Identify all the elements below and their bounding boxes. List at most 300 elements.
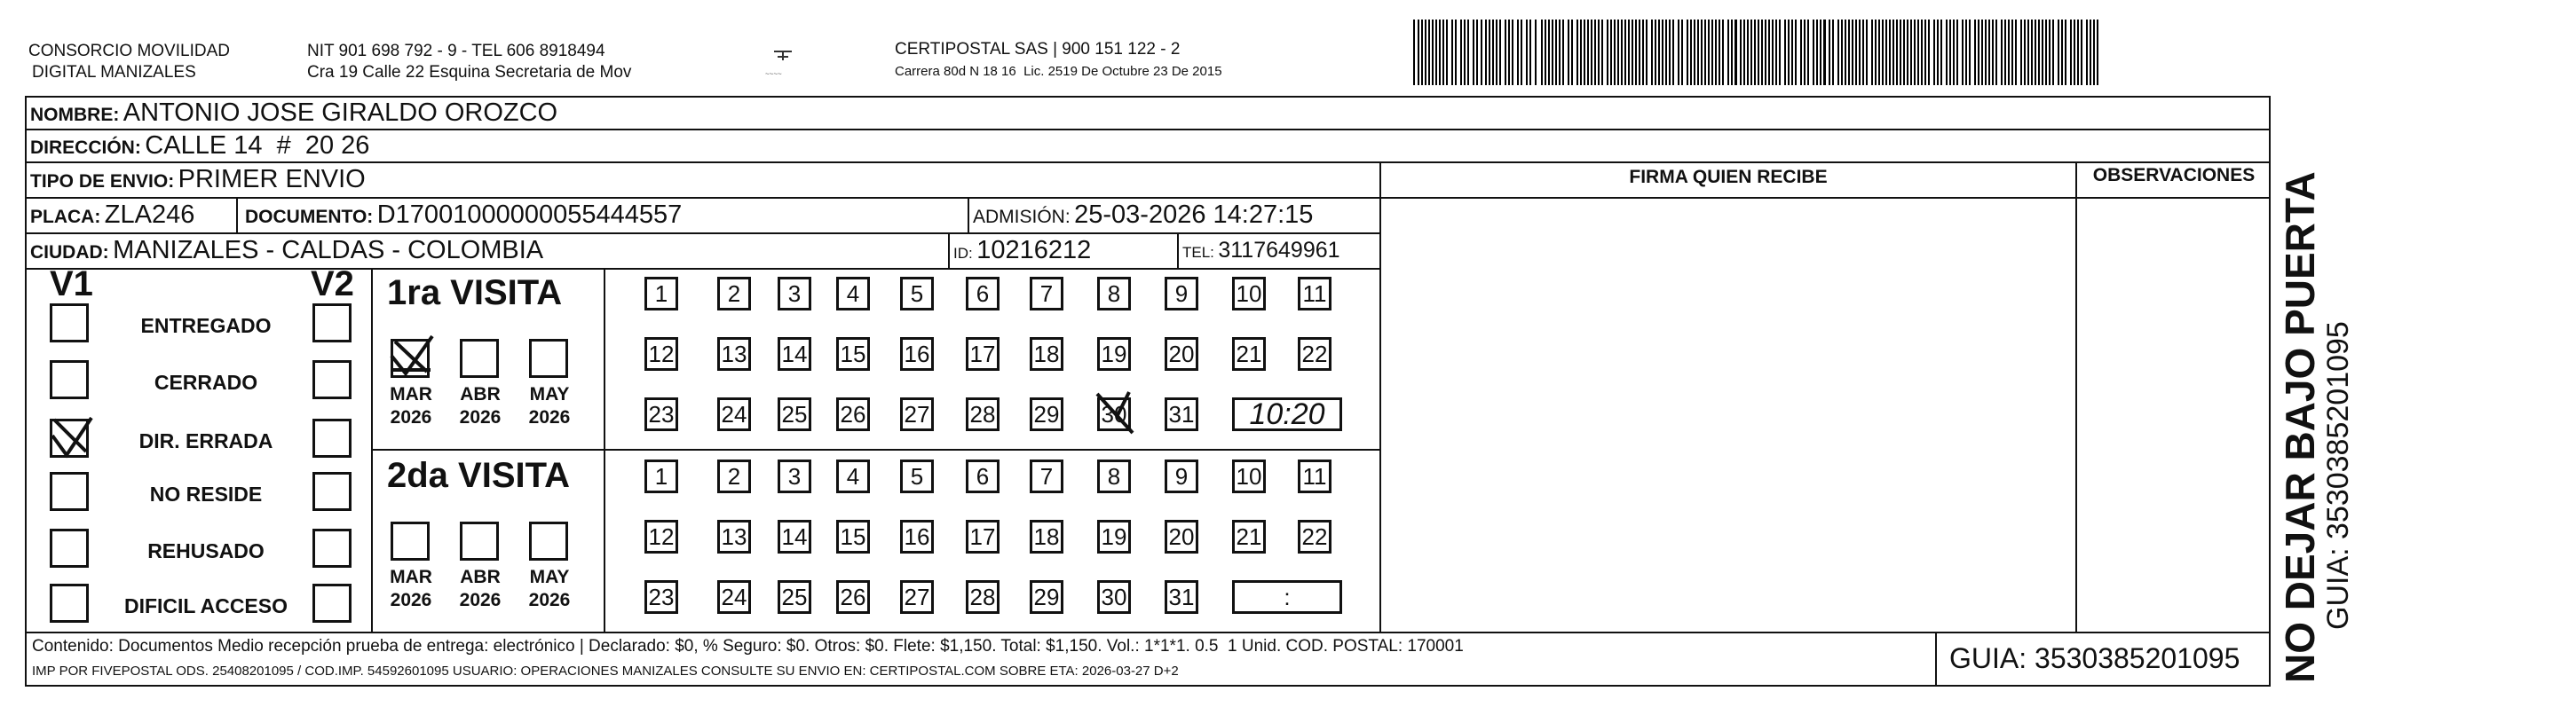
barcode-bar [1747, 20, 1749, 85]
day-box[interactable]: 29 [1030, 580, 1063, 614]
barcode-bar [1446, 20, 1448, 85]
barcode-bar [1499, 20, 1501, 85]
day-box[interactable]: 1 [644, 277, 678, 310]
day-box[interactable]: 11 [1298, 277, 1331, 310]
barcode-bar [1784, 20, 1786, 85]
barcode-icon [1411, 20, 2104, 85]
barcode-bar [1788, 20, 1790, 85]
name-value: ANTONIO JOSE GIRALDO OROZCO [122, 98, 558, 127]
day-box[interactable]: 20 [1165, 520, 1198, 554]
v1-checkbox[interactable] [50, 584, 89, 623]
status-option-label: DIFICIL ACCESO [123, 594, 288, 617]
month-label [454, 566, 506, 612]
day-box[interactable]: 17 [966, 337, 1000, 371]
day-box[interactable]: 19 [1097, 337, 1131, 371]
address-line: Cra 19 Calle 22 Esquina Secretaria de Mov [307, 63, 632, 82]
barcode-bar [1655, 20, 1656, 85]
barcode-bar [2001, 20, 2003, 85]
barcode-bar [1432, 20, 1434, 85]
barcode-bar [1492, 20, 1494, 85]
observations-header: OBSERVACIONES [2092, 165, 2256, 185]
name-label: NOMBRE: [30, 105, 120, 125]
barcode-bar [2093, 20, 2095, 85]
day-box[interactable]: 5 [900, 460, 934, 493]
barcode-bar [2004, 20, 2006, 85]
status-option-label: ENTREGADO [140, 314, 272, 337]
barcode-bar [1761, 20, 1763, 85]
barcode-bar [1875, 20, 1877, 85]
barcode-bar [1562, 20, 1564, 85]
barcode-bar [1584, 20, 1585, 85]
barcode-bar [1678, 20, 1679, 85]
barcode-bar [1800, 20, 1802, 85]
barcode-bar [1428, 20, 1430, 85]
barcode-bar [1639, 20, 1640, 85]
barcode-bar [1442, 20, 1444, 85]
barcode-bar [1521, 20, 1522, 85]
barcode-bar [1485, 20, 1487, 85]
day-box[interactable]: 25 [778, 397, 811, 431]
barcode-bar [1704, 20, 1706, 85]
barcode-bar [2061, 20, 2063, 85]
barcode-bar [1969, 20, 1971, 85]
barcode-bar [1535, 20, 1537, 85]
barcode-bar [1517, 20, 1519, 85]
barcode-bar [1681, 20, 1683, 85]
city-label: CIUDAD: [30, 242, 109, 263]
month-year: 2026 [528, 407, 571, 428]
barcode-bar [2027, 20, 2029, 85]
month-label [524, 383, 575, 429]
month-year: 2026 [390, 590, 432, 610]
barcode-bar [1614, 20, 1616, 85]
day-box[interactable]: 31 [1165, 580, 1198, 614]
visit-title: 1ra VISITA [387, 273, 563, 312]
barcode-bar [1772, 20, 1774, 85]
barcode-bar [1775, 20, 1777, 85]
barcode-bar [2052, 20, 2054, 85]
barcode-bar [1715, 20, 1717, 85]
ship-type-field [30, 165, 366, 194]
tel-value: 3117649961 [1218, 238, 1340, 263]
barcode-bar [1621, 20, 1623, 85]
month-checkbox[interactable] [391, 339, 430, 378]
barcode-bar [1617, 20, 1619, 85]
day-box[interactable]: 4 [836, 460, 870, 493]
barcode-bar [2074, 20, 2075, 85]
nit-line: NIT 901 698 792 - 9 - TEL 606 8918494 [307, 42, 605, 60]
barcode-bar [1418, 20, 1419, 85]
barcode-bar [1708, 20, 1710, 85]
document-label: DOCUMENTO: [245, 207, 374, 227]
v1-checkbox[interactable] [50, 529, 89, 568]
barcode-bar [2042, 20, 2043, 85]
day-box[interactable]: 16 [900, 337, 934, 371]
day-box[interactable]: 24 [717, 580, 751, 614]
barcode-bar [1694, 20, 1695, 85]
v2-header: V2 [311, 264, 354, 303]
v2-checkbox[interactable] [312, 360, 352, 399]
status-option-label: CERRADO [154, 371, 258, 394]
day-box[interactable]: 8 [1097, 277, 1131, 310]
barcode-bar [2045, 20, 2047, 85]
barcode-bar [1413, 20, 1415, 85]
month-checkbox[interactable] [460, 522, 499, 561]
city-value: MANIZALES - CALDAS - COLOMBIA [113, 236, 544, 264]
barcode-bar [1624, 20, 1626, 85]
day-box[interactable]: 14 [778, 520, 811, 554]
barcode-bar [1473, 20, 1474, 85]
barcode-bar [1734, 20, 1737, 85]
barcode-bar [1541, 20, 1543, 85]
barcode-bar [1722, 20, 1724, 85]
barcode-bar [1464, 20, 1466, 85]
day-box[interactable]: 12 [644, 337, 678, 371]
day-box[interactable]: 12 [644, 520, 678, 554]
barcode-bar [1697, 20, 1699, 85]
company-name-line2: DIGITAL MANIZALES [32, 63, 196, 82]
document-field [245, 200, 682, 230]
barcode-bar [1455, 20, 1457, 85]
time-box[interactable]: 10:20 [1232, 397, 1342, 431]
barcode-bar [1526, 20, 1528, 85]
barcode-bar [1871, 20, 1873, 85]
barcode-bar [2015, 20, 2017, 85]
barcode-bar [1476, 20, 1478, 85]
day-box[interactable]: 25 [778, 580, 811, 614]
address-label: DIRECCIÓN: [30, 138, 141, 158]
day-box[interactable]: 21 [1232, 520, 1266, 554]
barcode-bar [1743, 20, 1745, 85]
barcode-bar [1571, 20, 1573, 85]
month-name: MAR [390, 567, 432, 587]
v2-checkbox[interactable] [312, 419, 352, 458]
day-box[interactable]: 18 [1030, 520, 1063, 554]
barcode-bar [1807, 20, 1809, 85]
day-box[interactable]: 27 [900, 397, 934, 431]
month-label [385, 566, 437, 612]
barcode-bar [2090, 20, 2091, 85]
barcode-bar [1852, 20, 1853, 85]
v2-checkbox[interactable] [312, 303, 352, 342]
barcode-bar [1505, 20, 1506, 85]
barcode-bar [2081, 20, 2082, 85]
month-checkbox[interactable] [391, 522, 430, 561]
v1-checkbox[interactable] [50, 360, 89, 399]
barcode-bar [1601, 20, 1603, 85]
barcode-bar [1981, 20, 1983, 85]
day-box[interactable]: 27 [900, 580, 934, 614]
barcode-bar [2038, 20, 2040, 85]
barcode-bar [2077, 20, 2079, 85]
day-box[interactable]: 6 [966, 277, 1000, 310]
barcode-bar [1460, 20, 1462, 85]
side-text [2278, 115, 2354, 683]
tel-label: TEL: [1182, 244, 1214, 261]
barcode-bar [1552, 20, 1553, 85]
barcode-bar [1953, 20, 1955, 85]
barcode-bar [2097, 20, 2098, 85]
signature-header: FIRMA QUIEN RECIBE [1629, 167, 1828, 187]
barcode-bar [1848, 20, 1850, 85]
id-field [953, 236, 1091, 265]
barcode-bar [1701, 20, 1703, 85]
barcode-bar [1711, 20, 1713, 85]
admission-field [973, 200, 1313, 230]
barcode-bar [1669, 20, 1671, 85]
plate-label: PLACA: [30, 207, 101, 227]
barcode-bar [1907, 20, 1908, 85]
month-year: 2026 [390, 407, 432, 428]
barcode-bar [1635, 20, 1637, 85]
barcode-bar [1425, 20, 1426, 85]
barcode-bar [1568, 20, 1569, 85]
day-box[interactable]: 1 [644, 460, 678, 493]
month-year: 2026 [459, 407, 502, 428]
barcode-bar [1924, 20, 1926, 85]
barcode-bar [1820, 20, 1821, 85]
barcode-bar [1496, 20, 1497, 85]
barcode-bar [1841, 20, 1843, 85]
barcode-bar [1974, 20, 1976, 85]
address-field [30, 131, 369, 161]
day-box[interactable]: 2 [717, 277, 751, 310]
barcode-bar [1508, 20, 1510, 85]
barcode-bar [1832, 20, 1834, 85]
day-box[interactable]: 4 [836, 277, 870, 310]
day-box[interactable]: 22 [1298, 337, 1331, 371]
day-box[interactable]: 13 [717, 337, 751, 371]
barcode-bar [1903, 20, 1905, 85]
day-box[interactable]: 2 [717, 460, 751, 493]
plate-field [30, 200, 194, 230]
barcode-bar [1889, 20, 1891, 85]
barcode-bar [1910, 20, 1912, 85]
plate-value: ZLA246 [104, 200, 195, 229]
id-label: ID: [953, 245, 973, 262]
barcode-bar [1921, 20, 1923, 85]
barcode-bar [1421, 20, 1423, 85]
admission-value: 25-03-2026 14:27:15 [1074, 200, 1314, 229]
month-checkbox[interactable] [529, 339, 568, 378]
day-box[interactable]: 26 [836, 397, 870, 431]
day-box[interactable]: 20 [1165, 337, 1198, 371]
day-box[interactable]: 28 [966, 580, 1000, 614]
barcode-bar [1481, 20, 1482, 85]
document-value: D17001000000055444557 [376, 200, 683, 229]
day-box[interactable]: 16 [900, 520, 934, 554]
barcode-bar [2070, 20, 2072, 85]
barcode-bar [1882, 20, 1884, 85]
day-box[interactable]: 31 [1165, 397, 1198, 431]
month-name: MAY [529, 384, 570, 405]
v1-checkbox[interactable] [50, 303, 89, 342]
barcode-bar [1896, 20, 1898, 85]
day-box[interactable]: 23 [644, 397, 678, 431]
day-box[interactable]: 26 [836, 580, 870, 614]
svg-text:~~~~: ~~~~ [765, 70, 782, 78]
barcode-bar [1956, 20, 1958, 85]
barcode-bar [1651, 20, 1653, 85]
barcode-bar [2086, 20, 2088, 85]
city-field [30, 236, 543, 265]
barcode-bar [1933, 20, 1935, 85]
barcode-bar [1937, 20, 1939, 85]
day-box[interactable]: 22 [1298, 520, 1331, 554]
barcode-bar [2049, 20, 2051, 85]
barcode-bar [1892, 20, 1894, 85]
barcode-bar [1594, 20, 1596, 85]
barcode-bar [1591, 20, 1592, 85]
side-guia: GUIA: 3530385201095 [2321, 321, 2355, 630]
barcode-bar [1727, 20, 1729, 85]
barcode-bar [1995, 20, 1997, 85]
day-mark-icon [1090, 389, 1140, 438]
barcode-bar [1962, 20, 1964, 85]
barcode-bar [1665, 20, 1667, 85]
barcode-bar [1862, 20, 1864, 85]
day-box[interactable]: 8 [1097, 460, 1131, 493]
barcode-bar [1779, 20, 1781, 85]
barcode-bar [2031, 20, 2033, 85]
barcode-bar [1451, 20, 1453, 85]
day-box[interactable]: 18 [1030, 337, 1063, 371]
visit-title: 2da VISITA [387, 456, 570, 495]
day-box[interactable]: 5 [900, 277, 934, 310]
status-option-label: DIR. ERRADA [138, 429, 273, 452]
barcode-bar [1914, 20, 1916, 85]
barcode-bar [1885, 20, 1887, 85]
barcode-bar [1816, 20, 1818, 85]
barcode-bar [1467, 20, 1469, 85]
barcode-bar [1928, 20, 1930, 85]
barcode-bar [1940, 20, 1942, 85]
barcode-bar [1439, 20, 1441, 85]
barcode-bar [1795, 20, 1797, 85]
barcode-bar [1632, 20, 1633, 85]
day-box[interactable]: 9 [1165, 460, 1198, 493]
certipostal-logo-icon [765, 44, 801, 80]
barcode-bar [1731, 20, 1733, 85]
day-box[interactable]: 30 [1097, 580, 1131, 614]
v2-checkbox[interactable] [312, 529, 352, 568]
barcode-bar [1435, 20, 1437, 85]
month-name: MAR [390, 384, 432, 405]
day-box[interactable]: 24 [717, 397, 751, 431]
barcode-bar [1859, 20, 1861, 85]
barcode-bar [2058, 20, 2059, 85]
barcode-bar [1754, 20, 1756, 85]
barcode-bar [1642, 20, 1644, 85]
day-box[interactable]: 13 [717, 520, 751, 554]
ship-type-value: PRIMER ENVIO [178, 165, 366, 193]
day-box[interactable]: 15 [836, 337, 870, 371]
day-box[interactable]: 28 [966, 397, 1000, 431]
barcode-bar [1672, 20, 1674, 85]
day-box[interactable]: 23 [644, 580, 678, 614]
barcode-bar [2065, 20, 2066, 85]
day-box[interactable]: 10 [1232, 460, 1266, 493]
barcode-bar [1791, 20, 1793, 85]
barcode-bar [1628, 20, 1630, 85]
time-box[interactable]: : [1232, 580, 1342, 614]
v2-checkbox[interactable] [312, 584, 352, 623]
month-year: 2026 [528, 590, 571, 610]
barcode-bar [1758, 20, 1759, 85]
day-box[interactable]: 3 [778, 277, 811, 310]
barcode-bar [1610, 20, 1612, 85]
day-box[interactable]: 15 [836, 520, 870, 554]
barcode-bar [1900, 20, 1901, 85]
month-checkbox[interactable] [460, 339, 499, 378]
barcode-bar [1598, 20, 1600, 85]
barcode-bar [1765, 20, 1766, 85]
barcode-bar [1607, 20, 1608, 85]
day-box[interactable]: 21 [1232, 337, 1266, 371]
v1-checkbox[interactable] [50, 419, 89, 458]
barcode-bar [1555, 20, 1557, 85]
name-field [30, 98, 557, 128]
footer-content-line: Contenido: Documentos Medio recepción prueba de entrega: electrónico | Declarado: $0, % Seguro: $0. Otros: $0. Flete: $1,150. Total: $1,150. Vol.: 1*1*1. 0.5 1 Unid. COD. POSTAL: 170001 [32, 637, 1464, 656]
day-box[interactable]: 7 [1030, 277, 1063, 310]
v1-checkbox[interactable] [50, 472, 89, 511]
day-box[interactable]: 6 [966, 460, 1000, 493]
barcode-bar [1946, 20, 1948, 85]
barcode-bar [1866, 20, 1868, 85]
day-box[interactable]: 10 [1232, 277, 1266, 310]
barcode-bar [1576, 20, 1578, 85]
day-box[interactable]: 14 [778, 337, 811, 371]
barcode-bar [1559, 20, 1561, 85]
barcode-bar [1548, 20, 1550, 85]
day-box[interactable]: 3 [778, 460, 811, 493]
carrier-line: CERTIPOSTAL SAS | 900 151 122 - 2 [895, 40, 1181, 59]
day-box[interactable]: 7 [1030, 460, 1063, 493]
barcode-bar [1837, 20, 1839, 85]
day-box[interactable]: 9 [1165, 277, 1198, 310]
day-box[interactable]: 17 [966, 520, 1000, 554]
day-box[interactable]: 30 [1097, 397, 1131, 431]
month-label [524, 566, 575, 612]
month-name: MAY [529, 567, 570, 587]
barcode-bar [2011, 20, 2013, 85]
barcode-bar [2024, 20, 2026, 85]
day-box[interactable]: 11 [1298, 460, 1331, 493]
status-option-label: NO RESIDE [149, 483, 263, 506]
month-name: ABR [460, 567, 501, 587]
barcode-bar [2035, 20, 2036, 85]
barcode-bar [1489, 20, 1490, 85]
v2-checkbox[interactable] [312, 472, 352, 511]
no-dejar-warning: NO DEJAR BAJO PUERTA [2277, 171, 2323, 683]
barcode-bar [1978, 20, 1979, 85]
footer-print-line: IMP POR FIVEPOSTAL ODS. 25408201095 / COD.IMP. 54592601095 USUARIO: OPERACIONES MANIZALES CONSULTE SU ENVIO EN: CERTIPOSTAL.COM SOBRE ETA: 2026-03-27 D+2 [32, 664, 1179, 679]
barcode-bar [1988, 20, 1990, 85]
barcode-bar [1658, 20, 1660, 85]
barcode-bar [1529, 20, 1531, 85]
barcode-bar [1878, 20, 1880, 85]
barcode-bar [1750, 20, 1752, 85]
day-box[interactable]: 29 [1030, 397, 1063, 431]
month-checkbox[interactable] [529, 522, 568, 561]
day-box[interactable]: 19 [1097, 520, 1131, 554]
barcode-bar [1719, 20, 1720, 85]
status-option-label: REHUSADO [147, 539, 265, 562]
v1-header: V1 [50, 264, 93, 303]
barcode-bar [1992, 20, 1994, 85]
month-name: ABR [460, 384, 501, 405]
id-value: 10216212 [976, 236, 1092, 264]
